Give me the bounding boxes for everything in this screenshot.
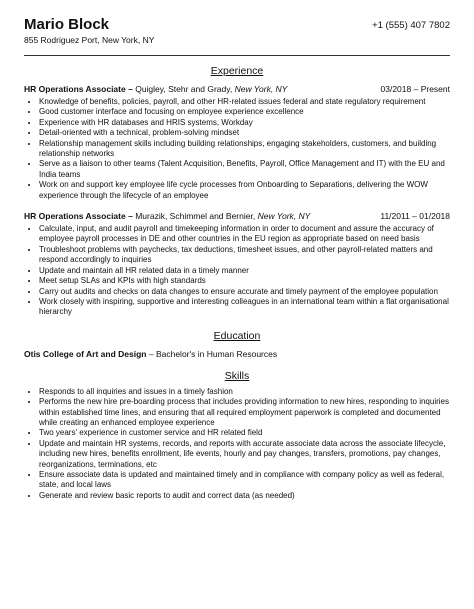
degree: – Bachelor's in Human Resources bbox=[148, 348, 278, 359]
job-entry bbox=[24, 211, 450, 318]
candidate-address: 855 Rodriguez Port, New York, NY bbox=[24, 35, 155, 45]
bullet-item: • Experience with HR databases and HRIS systems, Workday bbox=[39, 118, 450, 128]
job-header bbox=[24, 211, 450, 222]
bullet-item: • Work on and support key employee life cycle processes from Onboarding to Separations, delivering the WOW experience through the lifecycle of an employee bbox=[39, 180, 450, 201]
skill-item: • Performs the new hire pre-boarding process that includes providing information to new hires, responding to inquiries within established time lines, and ensuring that all required employment paperwork is completed and documented while creating an enhanced employee experience bbox=[39, 397, 450, 428]
skill-item: • Generate and review basic reports to audit and correct data (as needed) bbox=[39, 491, 450, 501]
candidate-name: Mario Block bbox=[24, 16, 110, 33]
education-heading bbox=[24, 330, 450, 343]
skill-item: • Responds to all inquiries and issues in a timely fashion bbox=[39, 387, 450, 397]
job-dates: 03/2018 – Present bbox=[380, 84, 450, 94]
bullet-item: • Knowledge of benefits, policies, payroll, and other HR-related issues federal and state regulatory requirement bbox=[39, 97, 450, 107]
job-title: HR Operations Associate bbox=[24, 211, 126, 222]
skill-item: • Update and maintain HR systems, records, and reports with accurate associate data across the associate lifecycle, including new hires, benefits enrollment, life events, hourly and pay changes, transfers, promotions, pay changes, reorganizations, terminations, etc bbox=[39, 439, 450, 470]
bullet-item: • Update and maintain all HR related data in a timely manner bbox=[39, 266, 450, 276]
job-title-line: HR Operations Associate – Murazik, Schimmel and Bernier, New York, NY bbox=[24, 211, 311, 222]
bullet-item: • Meet setup SLAs and KPIs with high standards bbox=[39, 276, 450, 286]
company-name: Murazik, Schimmel and Bernier, bbox=[135, 211, 256, 222]
job-title-line: HR Operations Associate – Quigley, Stehr and Grady, New York, NY bbox=[24, 84, 288, 94]
bullet-item: • Good customer interface and focusing on employee experience excellence bbox=[39, 107, 450, 117]
bullet-item: • Calculate, input, and audit payroll and timekeeping information in order to document and assure the accuracy of employee payroll processes in DE and other countries in the EU region as appropriate based on need basis bbox=[39, 224, 450, 245]
school-name: Otis College of Art and Design bbox=[24, 348, 147, 359]
skills-list bbox=[24, 387, 450, 501]
candidate-phone: +1 (555) 407 7802 bbox=[372, 20, 450, 31]
skill-item: • Ensure associate data is updated and maintained timely and in compliance with company policy as well as federal, state, and local laws bbox=[39, 470, 450, 491]
spacer bbox=[24, 201, 450, 211]
education-entry bbox=[24, 349, 450, 360]
company-name: Quigley, Stehr and Grady, bbox=[135, 84, 233, 94]
skills-heading bbox=[24, 370, 450, 383]
name-block bbox=[24, 14, 154, 46]
job-entry bbox=[24, 84, 450, 201]
experience-heading-text: Experience bbox=[210, 65, 264, 77]
job-title: HR Operations Associate bbox=[24, 84, 126, 94]
bullet-item: • Work closely with inspiring, supportive and interesting colleagues in an international team within a flat organisational hierarchy bbox=[39, 297, 450, 318]
bullet-item: • Carry out audits and checks on data changes to ensure accurate and timely payment of the employee population bbox=[39, 287, 450, 297]
skills-heading-text: Skills bbox=[224, 369, 250, 382]
experience-heading bbox=[24, 65, 450, 78]
education-heading-text: Education bbox=[213, 329, 261, 342]
job-header bbox=[24, 84, 450, 95]
bullet-item: • Troubleshoot problems with paychecks, tax deductions, timesheet issues, and other payroll-related matters and respond accordingly to inquiries bbox=[39, 245, 450, 266]
bullet-item: • Detail-oriented with a technical, problem-solving mindset bbox=[39, 128, 450, 138]
header-divider bbox=[24, 55, 450, 56]
job-bullets bbox=[24, 224, 450, 318]
bullet-item: • Relationship management skills including building relationships, engaging stakeholders, customers, and building relationship networks bbox=[39, 139, 450, 160]
skill-item: • Two years' experience in customer service and HR related field bbox=[39, 428, 450, 438]
job-location: New York, NY bbox=[257, 211, 311, 222]
job-location: New York, NY bbox=[234, 84, 288, 94]
bullet-item: • Serve as a liaison to other teams (Talent Acquisition, Benefits, Payroll, Office Management and IT) with the EU and India teams bbox=[39, 159, 450, 180]
resume-header bbox=[24, 14, 450, 46]
job-dates: 11/2011 – 01/2018 bbox=[380, 211, 450, 222]
job-bullets bbox=[24, 97, 450, 201]
